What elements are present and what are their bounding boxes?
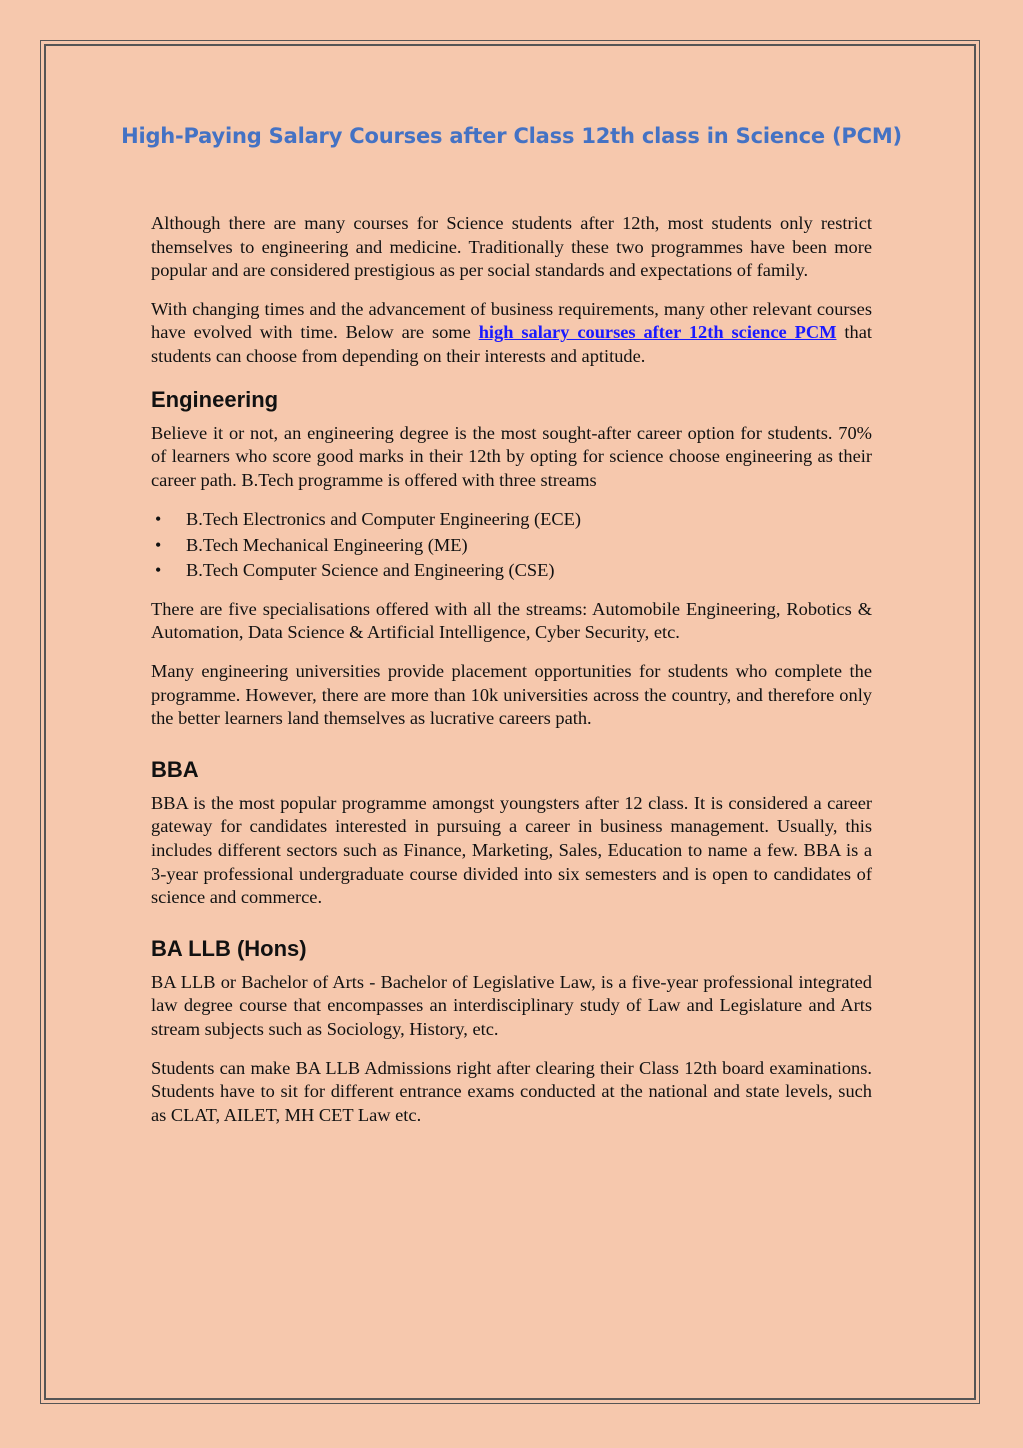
intro-paragraph-2	[151, 298, 872, 369]
intro-paragraph-2-text-before: With changing times and the advancement of business requirements, many other relevant courses have evolved with time. Below are some	[151, 298, 872, 343]
list-item: • B.Tech Mechanical Engineering (ME)	[151, 533, 872, 559]
heading-engineering: Engineering	[151, 386, 279, 412]
engineering-paragraph-1: Believe it or not, an engineering degree is the most sought-after career option for students. 70% of learners who score good marks in their 12th by opting for science choose engineering as their career path. B.Tech programme is offered with three streams	[151, 422, 872, 490]
document-body	[151, 212, 872, 1142]
document-title: High-Paying Salary Courses after Class 12th class in Science (PCM)	[121, 124, 902, 148]
list-item: • B.Tech Electronics and Computer Engineering (ECE)	[151, 507, 872, 533]
bba-paragraph-1: BBA is the most popular programme amongst youngsters after 12 class. It is considered a career gateway for candidates interested in pursuing a career in business management. Usually, this includes different sectors such as Finance, Marketing, Sales, Education to name a few. BBA is a 3-year professional undergraduate course divided into six semesters and is open to candidates of science and commerce.	[151, 792, 872, 908]
list-item: • B.Tech Computer Science and Engineering (CSE)	[151, 558, 872, 584]
intro-paragraph-1: Although there are many courses for Science students after 12th, most students only restrict themselves to engineering and medicine. Traditionally these two programmes have been more popular and are considered prestigious as per social standards and expectations of family.	[151, 213, 872, 281]
intro-paragraph-2-text-after: that students can choose from depending on their interests and aptitude.	[151, 322, 872, 366]
heading-ba-llb: BA LLB (Hons)	[151, 935, 307, 961]
engineering-paragraph-2: There are five specialisations offered with all the streams: Automobile Engineering, Robotics & Automation, Data Science & Artificial Intelligence, Cyber Security, etc.	[151, 598, 872, 643]
engineering-paragraph-3: Many engineering universities provide placement opportunities for students who complete the programme. However, there are more than 10k universities across the country, and therefore only the better learners land themselves as lucrative careers path.	[151, 661, 872, 729]
ba-llb-paragraph-1: BA LLB or Bachelor of Arts - Bachelor of Legislative Law, is a five-year professional integrated law degree course that encompasses an interdisciplinary study of Law and Legislature and Arts stream subjects such as Sociology, History, etc.	[151, 971, 872, 1039]
high-salary-courses-link[interactable]: high salary courses after 12th science PCM	[478, 322, 837, 343]
ba-llb-paragraph-2: Students can make BA LLB Admissions right after clearing their Class 12th board examinations. Students have to sit for different entrance exams conducted at the national and state levels, such as CLAT, AILET, MH CET Law etc.	[151, 1057, 872, 1125]
engineering-streams-list	[151, 507, 872, 584]
heading-bba: BBA	[151, 756, 199, 782]
